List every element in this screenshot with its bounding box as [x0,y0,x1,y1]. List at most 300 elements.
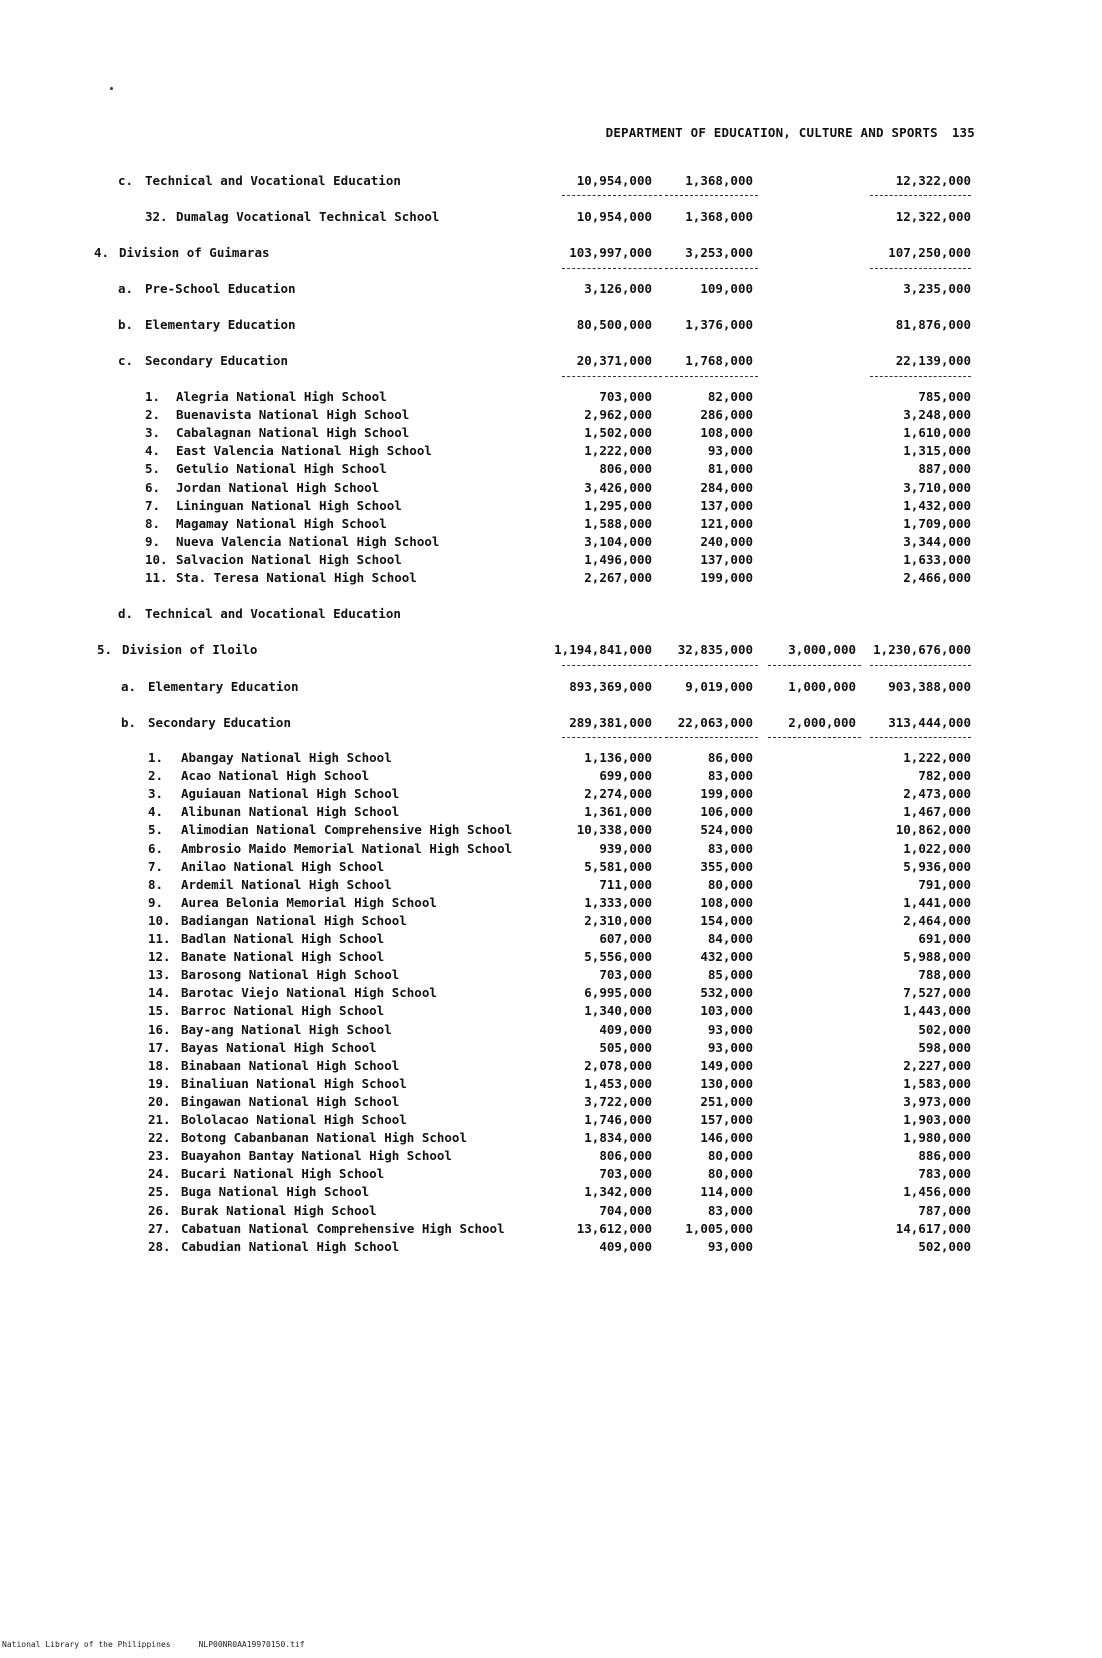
value-col2: 3,253,000 [685,245,753,260]
item-number: 9. [145,533,161,549]
value-col2: 149,000 [700,1057,753,1073]
value-col4: 2,227,000 [903,1057,971,1073]
value-col4: 2,473,000 [903,786,971,802]
school-name: Cabudian National High School [181,1238,400,1254]
division-row [0,244,1102,262]
item-number: 6. [145,479,161,495]
school-row [0,497,1102,515]
value-col1: 1,361,000 [584,804,652,820]
value-col4: 3,344,000 [903,533,971,549]
value-col2: 199,000 [700,570,753,585]
value-col2: 1,376,000 [685,317,753,332]
value-col2: 121,000 [700,515,753,531]
value-col4: 783,000 [918,1166,971,1182]
value-col1: 1,453,000 [584,1075,652,1091]
section-marker: b. [121,715,137,730]
school-row [0,1129,1102,1147]
school-name: Buga National High School [181,1184,370,1200]
value-col2: 524,000 [700,822,753,838]
value-col2: 83,000 [707,768,753,784]
school-row [0,803,1102,821]
school-row [0,767,1102,785]
item-number: 21. [148,1112,171,1127]
division-marker: 4. [94,245,110,260]
value-col4: 3,248,000 [903,407,971,423]
value-col2: 108,000 [700,425,753,441]
school-name: Buenavista National High School [176,407,410,423]
school-name: Ardemil National High School [181,876,392,892]
value-col4: 3,710,000 [903,479,971,495]
item-number: 2. [148,768,164,784]
item-number: 28. [148,1238,171,1254]
item-number: 20. [148,1093,171,1109]
value-col4: 903,388,000 [888,679,971,694]
value-col4: 1,222,000 [903,750,971,765]
value-col4: 1,441,000 [903,894,971,910]
value-col4: 12,322,000 [895,173,971,188]
value-col1: 3,104,000 [584,533,652,549]
value-col1: 1,496,000 [584,551,652,567]
school-row [0,388,1102,406]
school-row [0,1039,1102,1057]
value-col2: 9,019,000 [685,679,753,694]
value-col1: 80,500,000 [576,317,652,332]
school-row [0,966,1102,984]
school-name: Dumalag Vocational Technical School [176,209,440,224]
value-col2: 22,063,000 [677,715,753,730]
value-col4: 886,000 [918,1148,971,1164]
value-col1: 1,295,000 [584,497,652,513]
value-col4: 1,633,000 [903,551,971,567]
section-label: Elementary Education [145,317,296,332]
underline [870,665,971,666]
school-row [0,858,1102,876]
value-col1: 10,954,000 [576,209,652,224]
item-number: 32. [145,209,168,224]
school-name: Bololacao National High School [181,1112,407,1127]
value-col2: 86,000 [707,750,753,765]
school-row [0,1147,1102,1165]
school-row [0,1220,1102,1238]
value-col1: 5,581,000 [584,858,652,874]
value-col1: 2,267,000 [584,570,652,585]
value-col2: 432,000 [700,949,753,965]
school-row [0,1165,1102,1183]
school-row [0,1075,1102,1093]
division-label: Division of Guimaras [119,245,270,260]
item-number: 6. [148,840,164,856]
value-col4: 788,000 [918,967,971,983]
item-number: 14. [148,985,171,1001]
value-col1: 2,078,000 [584,1057,652,1073]
underline [870,195,971,196]
value-col2: 1,368,000 [685,173,753,188]
value-col1: 10,954,000 [576,173,652,188]
school-name: Salvacion National High School [176,551,402,567]
value-col2: 81,000 [707,461,753,477]
value-col1: 409,000 [599,1238,652,1254]
value-col2: 199,000 [700,786,753,802]
value-col2: 108,000 [700,894,753,910]
value-col2: 137,000 [700,551,753,567]
value-col4: 1,903,000 [903,1112,971,1127]
school-row [0,1002,1102,1020]
page-header [560,125,975,143]
school-row [0,1111,1102,1129]
item-number: 10. [148,912,171,928]
value-col4: 1,432,000 [903,497,971,513]
value-col4: 313,444,000 [888,715,971,730]
value-col2: 83,000 [707,840,753,856]
value-col1: 103,997,000 [569,245,652,260]
value-col1: 2,962,000 [584,407,652,423]
value-col2: 84,000 [707,931,753,946]
school-row [0,551,1102,569]
value-col2: 532,000 [700,985,753,1001]
value-col1: 1,588,000 [584,515,652,531]
school-name: Cabalagnan National High School [176,425,410,441]
section-label: Secondary Education [145,353,288,368]
value-col2: 1,768,000 [685,353,753,368]
school-row [0,984,1102,1002]
value-col4: 1,980,000 [903,1130,971,1146]
value-col2: 32,835,000 [677,642,753,657]
school-name: Badlan National High School [181,931,385,946]
value-col2: 93,000 [707,443,753,459]
school-row [0,1093,1102,1111]
section-marker: a. [121,679,137,694]
school-name: Banate National High School [181,949,385,965]
school-name: Lininguan National High School [176,497,402,513]
school-name: Burak National High School [181,1202,377,1218]
value-col2: 93,000 [707,1021,753,1037]
underline [665,737,758,738]
value-col1: 1,194,841,000 [554,642,652,657]
school-row [0,208,1102,226]
school-row [0,1021,1102,1039]
value-col2: 146,000 [700,1130,753,1146]
value-col4: 1,610,000 [903,425,971,441]
school-name: East Valencia National High School [176,443,432,459]
value-col4: 10,862,000 [895,822,971,838]
section-label: Pre-School Education [145,281,296,296]
value-col4: 1,022,000 [903,840,971,856]
school-row [0,821,1102,839]
value-col2: 284,000 [700,479,753,495]
value-col4: 1,456,000 [903,1184,971,1200]
item-number: 16. [148,1021,171,1037]
section-label: Technical and Vocational Education [145,173,401,188]
item-number: 23. [148,1148,171,1164]
value-col4: 887,000 [918,461,971,477]
value-col4: 502,000 [918,1238,971,1254]
item-number: 24. [148,1166,171,1182]
value-col1: 5,556,000 [584,949,652,965]
school-name: Jordan National High School [176,479,380,495]
value-col3: 1,000,000 [788,679,856,694]
school-row [0,460,1102,478]
school-name: Alegria National High School [176,389,387,404]
value-col1: 939,000 [599,840,652,856]
value-col4: 1,467,000 [903,804,971,820]
school-row [0,912,1102,930]
item-number: 5. [148,822,164,838]
value-col2: 85,000 [707,967,753,983]
value-col2: 286,000 [700,407,753,423]
school-row [0,569,1102,587]
underline [870,737,971,738]
value-col1: 6,995,000 [584,985,652,1001]
value-col4: 7,527,000 [903,985,971,1001]
value-col2: 157,000 [700,1112,753,1127]
value-col1: 1,340,000 [584,1003,652,1019]
item-number: 12. [148,949,171,965]
underline [665,665,758,666]
value-col1: 3,426,000 [584,479,652,495]
value-col2: 80,000 [707,1148,753,1164]
school-row [0,406,1102,424]
school-name: Cabatuan National Comprehensive High School [181,1220,505,1236]
value-col2: 130,000 [700,1075,753,1091]
section-row [0,352,1102,370]
value-col1: 10,338,000 [576,822,652,838]
value-col4: 791,000 [918,876,971,892]
item-number: 22. [148,1130,171,1146]
underline [562,195,662,196]
value-col2: 93,000 [707,1238,753,1254]
value-col1: 1,502,000 [584,425,652,441]
item-number: 27. [148,1220,171,1236]
school-row [0,876,1102,894]
item-number: 3. [145,425,161,441]
school-row [0,1238,1102,1256]
underline [562,376,662,377]
value-col4: 12,322,000 [895,209,971,224]
value-col1: 806,000 [599,1148,652,1164]
value-col2: 251,000 [700,1093,753,1109]
item-number: 13. [148,967,171,983]
school-name: Barosong National High School [181,967,400,983]
value-col4: 81,876,000 [895,317,971,332]
value-col2: 240,000 [700,533,753,549]
school-row [0,1202,1102,1220]
value-col2: 80,000 [707,1166,753,1182]
value-col1: 13,612,000 [576,1220,652,1236]
school-name: Getulio National High School [176,461,387,477]
school-name: Bayas National High School [181,1039,377,1055]
value-col1: 806,000 [599,461,652,477]
underline [665,268,758,269]
value-col4: 2,464,000 [903,912,971,928]
value-col3: 3,000,000 [788,642,856,657]
value-col2: 109,000 [700,281,753,296]
division-label: Division of Iloilo [122,642,258,657]
school-name: Barotac Viejo National High School [181,985,437,1001]
item-number: 11. [145,570,168,585]
school-name: Badiangan National High School [181,912,407,928]
value-col2: 93,000 [707,1039,753,1055]
school-name: Botong Cabanbanan National High School [181,1130,467,1146]
value-col4: 502,000 [918,1021,971,1037]
underline [562,665,662,666]
school-name: Acao National High School [181,768,370,784]
scan-speck [110,87,113,90]
value-col2: 106,000 [700,804,753,820]
value-col1: 505,000 [599,1039,652,1055]
value-col1: 607,000 [599,931,652,946]
value-col1: 703,000 [599,1166,652,1182]
value-col4: 1,443,000 [903,1003,971,1019]
value-col1: 2,274,000 [584,786,652,802]
school-name: Binaliuan National High School [181,1075,407,1091]
school-row [0,1183,1102,1201]
item-number: 1. [145,389,161,404]
item-number: 10. [145,551,168,567]
value-col2: 82,000 [707,389,753,404]
header-title: DEPARTMENT OF EDUCATION, CULTURE AND SPORTS [605,125,938,140]
item-number: 9. [148,894,164,910]
school-name: Magamay National High School [176,515,387,531]
value-col4: 1,709,000 [903,515,971,531]
value-col1: 2,310,000 [584,912,652,928]
school-name: Buayahon Bantay National High School [181,1148,452,1164]
value-col4: 785,000 [918,389,971,404]
value-col4: 1,583,000 [903,1075,971,1091]
school-row [0,785,1102,803]
item-number: 18. [148,1057,171,1073]
section-row [0,172,1102,190]
value-col4: 107,250,000 [888,245,971,260]
value-col1: 1,342,000 [584,1184,652,1200]
section-marker: c. [118,173,134,188]
school-row [0,479,1102,497]
item-number: 17. [148,1039,171,1055]
value-col4: 14,617,000 [895,1220,971,1236]
section-label: Technical and Vocational Education [145,606,401,621]
value-col1: 1,746,000 [584,1112,652,1127]
item-number: 19. [148,1075,171,1091]
value-col1: 1,136,000 [584,750,652,765]
item-number: 3. [148,786,164,802]
school-row [0,930,1102,948]
value-col2: 114,000 [700,1184,753,1200]
division-marker: 5. [97,642,113,657]
item-number: 11. [148,931,171,946]
item-number: 25. [148,1184,171,1200]
value-col4: 3,235,000 [903,281,971,296]
school-name: Bay-ang National High School [181,1021,392,1037]
value-col4: 787,000 [918,1202,971,1218]
school-row [0,442,1102,460]
value-col2: 103,000 [700,1003,753,1019]
school-name: Abangay National High School [181,750,392,765]
underline [870,268,971,269]
value-col4: 5,936,000 [903,858,971,874]
value-col4: 691,000 [918,931,971,946]
page-number: 135 [951,125,975,140]
school-row [0,894,1102,912]
value-col1: 289,381,000 [569,715,652,730]
footer-library: National Library of the Philippines [2,1640,171,1649]
school-name: Barroc National High School [181,1003,385,1019]
section-row [0,316,1102,334]
school-row [0,1057,1102,1075]
underline [665,376,758,377]
item-number: 4. [148,804,164,820]
value-col4: 22,139,000 [895,353,971,368]
school-name: Nueva Valencia National High School [176,533,440,549]
section-label: Secondary Education [148,715,291,730]
value-col2: 355,000 [700,858,753,874]
value-col4: 1,230,676,000 [873,642,971,657]
value-col2: 1,368,000 [685,209,753,224]
footer-file-ref: NLP00NR0AA19970150.tif [198,1640,305,1649]
item-number: 8. [148,876,164,892]
value-col1: 409,000 [599,1021,652,1037]
value-col1: 1,834,000 [584,1130,652,1146]
value-col1: 3,126,000 [584,281,652,296]
item-number: 4. [145,443,161,459]
value-col2: 1,005,000 [685,1220,753,1236]
value-col1: 893,369,000 [569,679,652,694]
value-col4: 3,973,000 [903,1093,971,1109]
school-name: Aurea Belonia Memorial High School [181,894,437,910]
underline [870,376,971,377]
value-col2: 83,000 [707,1202,753,1218]
school-name: Alimodian National Comprehensive High School [181,822,513,838]
school-name: Aguiauan National High School [181,786,400,802]
school-row [0,515,1102,533]
school-name: Bingawan National High School [181,1093,400,1109]
value-col4: 2,466,000 [903,570,971,585]
value-col1: 20,371,000 [576,353,652,368]
item-number: 15. [148,1003,171,1019]
item-number: 2. [145,407,161,423]
value-col4: 598,000 [918,1039,971,1055]
section-marker: a. [118,281,134,296]
underline [768,665,861,666]
item-number: 5. [145,461,161,477]
school-name: Anilao National High School [181,858,385,874]
value-col1: 703,000 [599,389,652,404]
item-number: 26. [148,1202,171,1218]
school-name: Bucari National High School [181,1166,385,1182]
section-row [0,714,1102,732]
value-col1: 3,722,000 [584,1093,652,1109]
section-row [0,678,1102,696]
value-col4: 5,988,000 [903,949,971,965]
scan-footer [2,1640,502,1654]
section-row [0,605,1102,623]
underline [665,195,758,196]
section-label: Elementary Education [148,679,299,694]
value-col1: 704,000 [599,1202,652,1218]
value-col1: 699,000 [599,768,652,784]
item-number: 1. [148,750,164,765]
school-name: Binabaan National High School [181,1057,400,1073]
school-row [0,840,1102,858]
section-marker: b. [118,317,134,332]
value-col2: 80,000 [707,876,753,892]
underline [768,737,861,738]
school-name: Sta. Teresa National High School [176,570,417,585]
section-row [0,280,1102,298]
value-col4: 782,000 [918,768,971,784]
value-col1: 711,000 [599,876,652,892]
item-number: 7. [145,497,161,513]
value-col3: 2,000,000 [788,715,856,730]
school-name: Ambrosio Maido Memorial National High School [181,840,513,856]
